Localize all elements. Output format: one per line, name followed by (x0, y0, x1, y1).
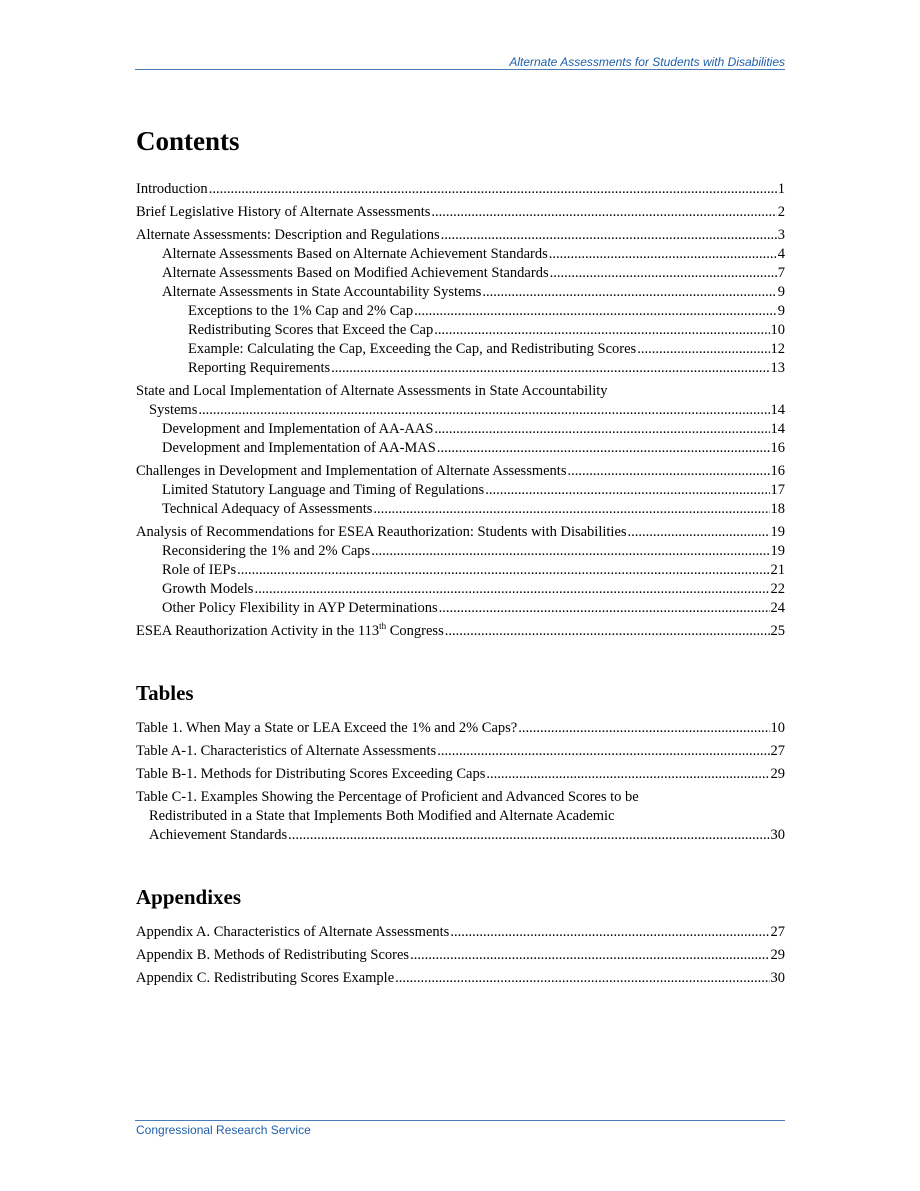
toc-entry[interactable]: Introduction ..... 1 (136, 180, 785, 199)
table-entry[interactable]: Table A-1. Characteristics of Alternate Assessments ..... 27 (136, 742, 785, 761)
toc-entry[interactable]: Development and Implementation of AA-MAS ..... 16 (136, 439, 785, 458)
header-rule (135, 69, 785, 70)
appendix-entry[interactable]: Appendix B. Methods of Redistributing Scores ..... 29 (136, 946, 785, 965)
appendixes-list (136, 923, 785, 988)
table-entry[interactable]: Table C-1. Examples Showing the Percentage of Proficient and Advanced Scores to be Redistributed in a State that Implements Both Modified and Alternate Academic Achievement Standards ..... 30 (136, 788, 785, 845)
toc-entry[interactable]: Growth Models ..... 22 (136, 580, 785, 599)
appendix-entry[interactable]: Appendix A. Characteristics of Alternate Assessments ..... 27 (136, 923, 785, 942)
toc-entry[interactable]: State and Local Implementation of Alternate Assessments in State Accountability Systems ..... 14 (136, 382, 785, 420)
contents-list (136, 180, 785, 641)
toc-entry[interactable]: Analysis of Recommendations for ESEA Reauthorization: Students with Disabilities ..... 19 (136, 523, 785, 542)
toc-entry[interactable]: ESEA Reauthorization Activity in the 113th Congress ..... 25 (136, 622, 785, 641)
toc-entry[interactable]: Development and Implementation of AA-AAS ..... 14 (136, 420, 785, 439)
appendix-entry[interactable]: Appendix C. Redistributing Scores Example ..... 30 (136, 969, 785, 988)
footer-rule (135, 1120, 785, 1121)
toc-entry[interactable]: Role of IEPs ..... 21 (136, 561, 785, 580)
table-entry[interactable]: Table B-1. Methods for Distributing Scores Exceeding Caps ..... 29 (136, 765, 785, 784)
toc-entry[interactable]: Alternate Assessments in State Accountability Systems ..... 9 (136, 283, 785, 302)
toc-entry[interactable]: Reporting Requirements ..... 13 (136, 359, 785, 378)
toc-entry[interactable]: Exceptions to the 1% Cap and 2% Cap ..... 9 (136, 302, 785, 321)
tables-list (136, 719, 785, 845)
footer-org: Congressional Research Service (136, 1123, 311, 1137)
toc-entry[interactable]: Brief Legislative History of Alternate Assessments ..... 2 (136, 203, 785, 222)
toc-entry[interactable]: Other Policy Flexibility in AYP Determinations ..... 24 (136, 599, 785, 618)
toc-entry[interactable]: Alternate Assessments Based on Modified Achievement Standards ..... 7 (136, 264, 785, 283)
toc-entry[interactable]: Alternate Assessments: Description and Regulations ..... 3 (136, 226, 785, 245)
toc-entry[interactable]: Redistributing Scores that Exceed the Cap ..... 10 (136, 321, 785, 340)
toc-entry[interactable]: Example: Calculating the Cap, Exceeding the Cap, and Redistributing Scores ..... 12 (136, 340, 785, 359)
toc-entry[interactable]: Alternate Assessments Based on Alternate Achievement Standards ..... 4 (136, 245, 785, 264)
tables-heading: Tables (136, 681, 194, 705)
toc-entry[interactable]: Reconsidering the 1% and 2% Caps ..... 19 (136, 542, 785, 561)
toc-content (136, 122, 785, 988)
toc-entry[interactable]: Limited Statutory Language and Timing of Regulations ..... 17 (136, 481, 785, 500)
table-entry[interactable]: Table 1. When May a State or LEA Exceed the 1% and 2% Caps? ..... 10 (136, 719, 785, 738)
running-header: Alternate Assessments for Students with Disabilities (509, 55, 785, 69)
contents-heading: Contents (136, 126, 240, 156)
toc-entry[interactable]: Challenges in Development and Implementation of Alternate Assessments ..... 16 (136, 462, 785, 481)
toc-entry[interactable]: Technical Adequacy of Assessments ..... 18 (136, 500, 785, 519)
appendixes-heading: Appendixes (136, 885, 242, 909)
